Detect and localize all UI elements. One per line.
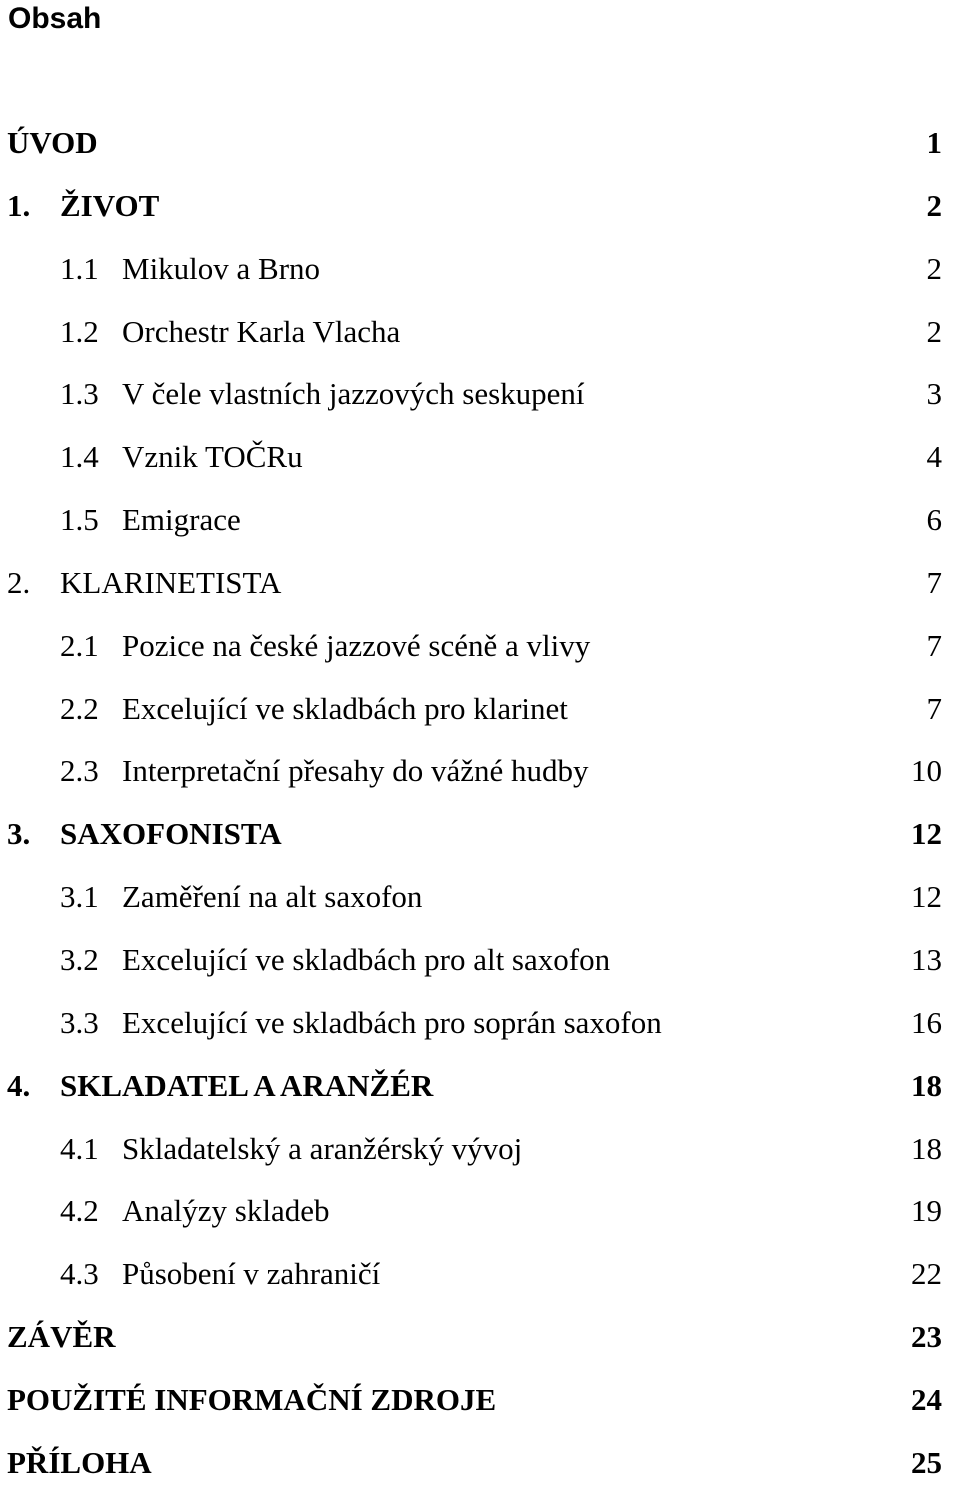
toc-entry-number: 1.2 <box>60 313 99 349</box>
toc-entry-page-number: 1 <box>926 125 942 160</box>
toc-entry-number: 2.2 <box>60 690 99 726</box>
toc-entry-title: V čele vlastních jazzových seskupení <box>122 376 585 412</box>
toc-entry[interactable] <box>0 112 960 175</box>
toc-entry[interactable] <box>0 1369 960 1432</box>
toc-entry-page-number: 18 <box>911 1130 942 1166</box>
toc-entry-title: ŽIVOT <box>60 187 160 223</box>
toc-entry-page-number: 4 <box>926 439 942 475</box>
toc-entry-title: Pozice na české jazzové scéně a vlivy <box>122 627 591 663</box>
page-title: Obsah <box>8 2 102 35</box>
toc-entry-number: 2.3 <box>60 753 99 789</box>
toc-entry-title: Skladatelský a aranžérský vývoj <box>122 1130 523 1166</box>
toc-entry-title: Analýzy skladeb <box>122 1193 330 1229</box>
toc-entry-title: Excelující ve skladbách pro soprán saxofon <box>122 1004 662 1040</box>
toc-entry-title: Zaměření na alt saxofon <box>122 879 423 915</box>
toc-entry[interactable] <box>0 1243 960 1306</box>
toc-entry[interactable] <box>0 301 960 364</box>
toc-entry-number: 3.1 <box>60 879 99 915</box>
toc-entry-title: Orchestr Karla Vlacha <box>122 313 401 349</box>
toc-entry-title: Vznik TOČRu <box>122 439 303 475</box>
toc-entry[interactable] <box>0 1118 960 1181</box>
toc-entry-number: 1.3 <box>60 376 99 412</box>
toc-entry[interactable] <box>0 866 960 929</box>
toc-entry-page-number: 6 <box>926 502 942 538</box>
toc-entry-page-number: 7 <box>926 564 942 600</box>
toc-entry-page-number: 3 <box>926 376 942 412</box>
toc-entry-number: 4.1 <box>60 1130 99 1166</box>
toc-entry-title: POUŽITÉ INFORMAČNÍ ZDROJE <box>7 1381 497 1417</box>
toc-entry-page-number: 19 <box>911 1193 942 1229</box>
toc-entry[interactable] <box>0 803 960 866</box>
toc-entry-page-number: 25 <box>911 1444 942 1480</box>
toc-entry[interactable] <box>0 552 960 615</box>
toc-entry-title: SKLADATEL A ARANŽÉR <box>60 1067 434 1103</box>
toc-entry-title: KLARINETISTA <box>60 564 282 600</box>
toc-entry-page-number: 12 <box>911 879 942 915</box>
toc-entry-title: PŘÍLOHA <box>7 1444 152 1480</box>
toc-entry-page-number: 12 <box>911 816 942 852</box>
toc-entry-page-number: 2 <box>926 313 942 349</box>
toc-entry[interactable] <box>0 1055 960 1118</box>
toc-entry-page-number: 7 <box>926 690 942 726</box>
toc-entry-title: ZÁVĚR <box>7 1319 116 1355</box>
toc-entry-number: 4.3 <box>60 1256 99 1292</box>
toc-entry-page-number: 16 <box>911 1004 942 1040</box>
toc-entry-number: 1.4 <box>60 439 99 475</box>
toc-entry-page-number: 18 <box>911 1067 942 1103</box>
toc-entry-number: 3. <box>7 816 31 852</box>
toc-entry-number: 3.3 <box>60 1004 99 1040</box>
table-of-contents <box>0 112 960 1495</box>
toc-entry-number: 1. <box>7 187 31 223</box>
toc-entry-title: Mikulov a Brno <box>122 250 321 286</box>
toc-entry-number: 1.5 <box>60 502 99 538</box>
toc-entry[interactable] <box>0 992 960 1055</box>
toc-entry-title: Emigrace <box>122 502 241 538</box>
toc-entry-page-number: 7 <box>926 627 942 663</box>
toc-entry-number: 1.1 <box>60 250 99 286</box>
toc-entry[interactable] <box>0 238 960 301</box>
toc-entry[interactable] <box>0 615 960 678</box>
toc-entry-title: Excelující ve skladbách pro alt saxofon <box>122 941 611 977</box>
toc-entry[interactable] <box>0 929 960 992</box>
toc-entry-page-number: 2 <box>926 187 942 223</box>
toc-entry[interactable] <box>0 678 960 741</box>
toc-entry-number: 4.2 <box>60 1193 99 1229</box>
toc-entry-page-number: 13 <box>911 941 942 977</box>
toc-entry-page-number: 24 <box>911 1381 942 1417</box>
toc-entry-title: Působení v zahraničí <box>122 1256 381 1292</box>
toc-entry-page-number: 22 <box>911 1256 942 1292</box>
toc-entry-title: Excelující ve skladbách pro klarinet <box>122 690 568 726</box>
toc-entry-page-number: 2 <box>926 250 942 286</box>
toc-entry[interactable] <box>0 1180 960 1243</box>
toc-entry-title: ÚVOD <box>7 125 98 160</box>
toc-entry[interactable] <box>0 740 960 803</box>
toc-entry-page-number: 10 <box>911 753 942 789</box>
toc-entry[interactable] <box>0 489 960 552</box>
toc-entry[interactable] <box>0 1306 960 1369</box>
toc-entry[interactable] <box>0 363 960 426</box>
toc-entry-page-number: 23 <box>911 1319 942 1355</box>
toc-entry-number: 2.1 <box>60 627 99 663</box>
toc-entry-number: 2. <box>7 564 31 600</box>
toc-entry[interactable] <box>0 175 960 238</box>
toc-entry-number: 3.2 <box>60 941 99 977</box>
toc-entry[interactable] <box>0 1432 960 1495</box>
toc-entry[interactable] <box>0 426 960 489</box>
toc-entry-number: 4. <box>7 1067 31 1103</box>
toc-entry-title: Interpretační přesahy do vážné hudby <box>122 753 589 789</box>
toc-entry-title: SAXOFONISTA <box>60 816 282 852</box>
